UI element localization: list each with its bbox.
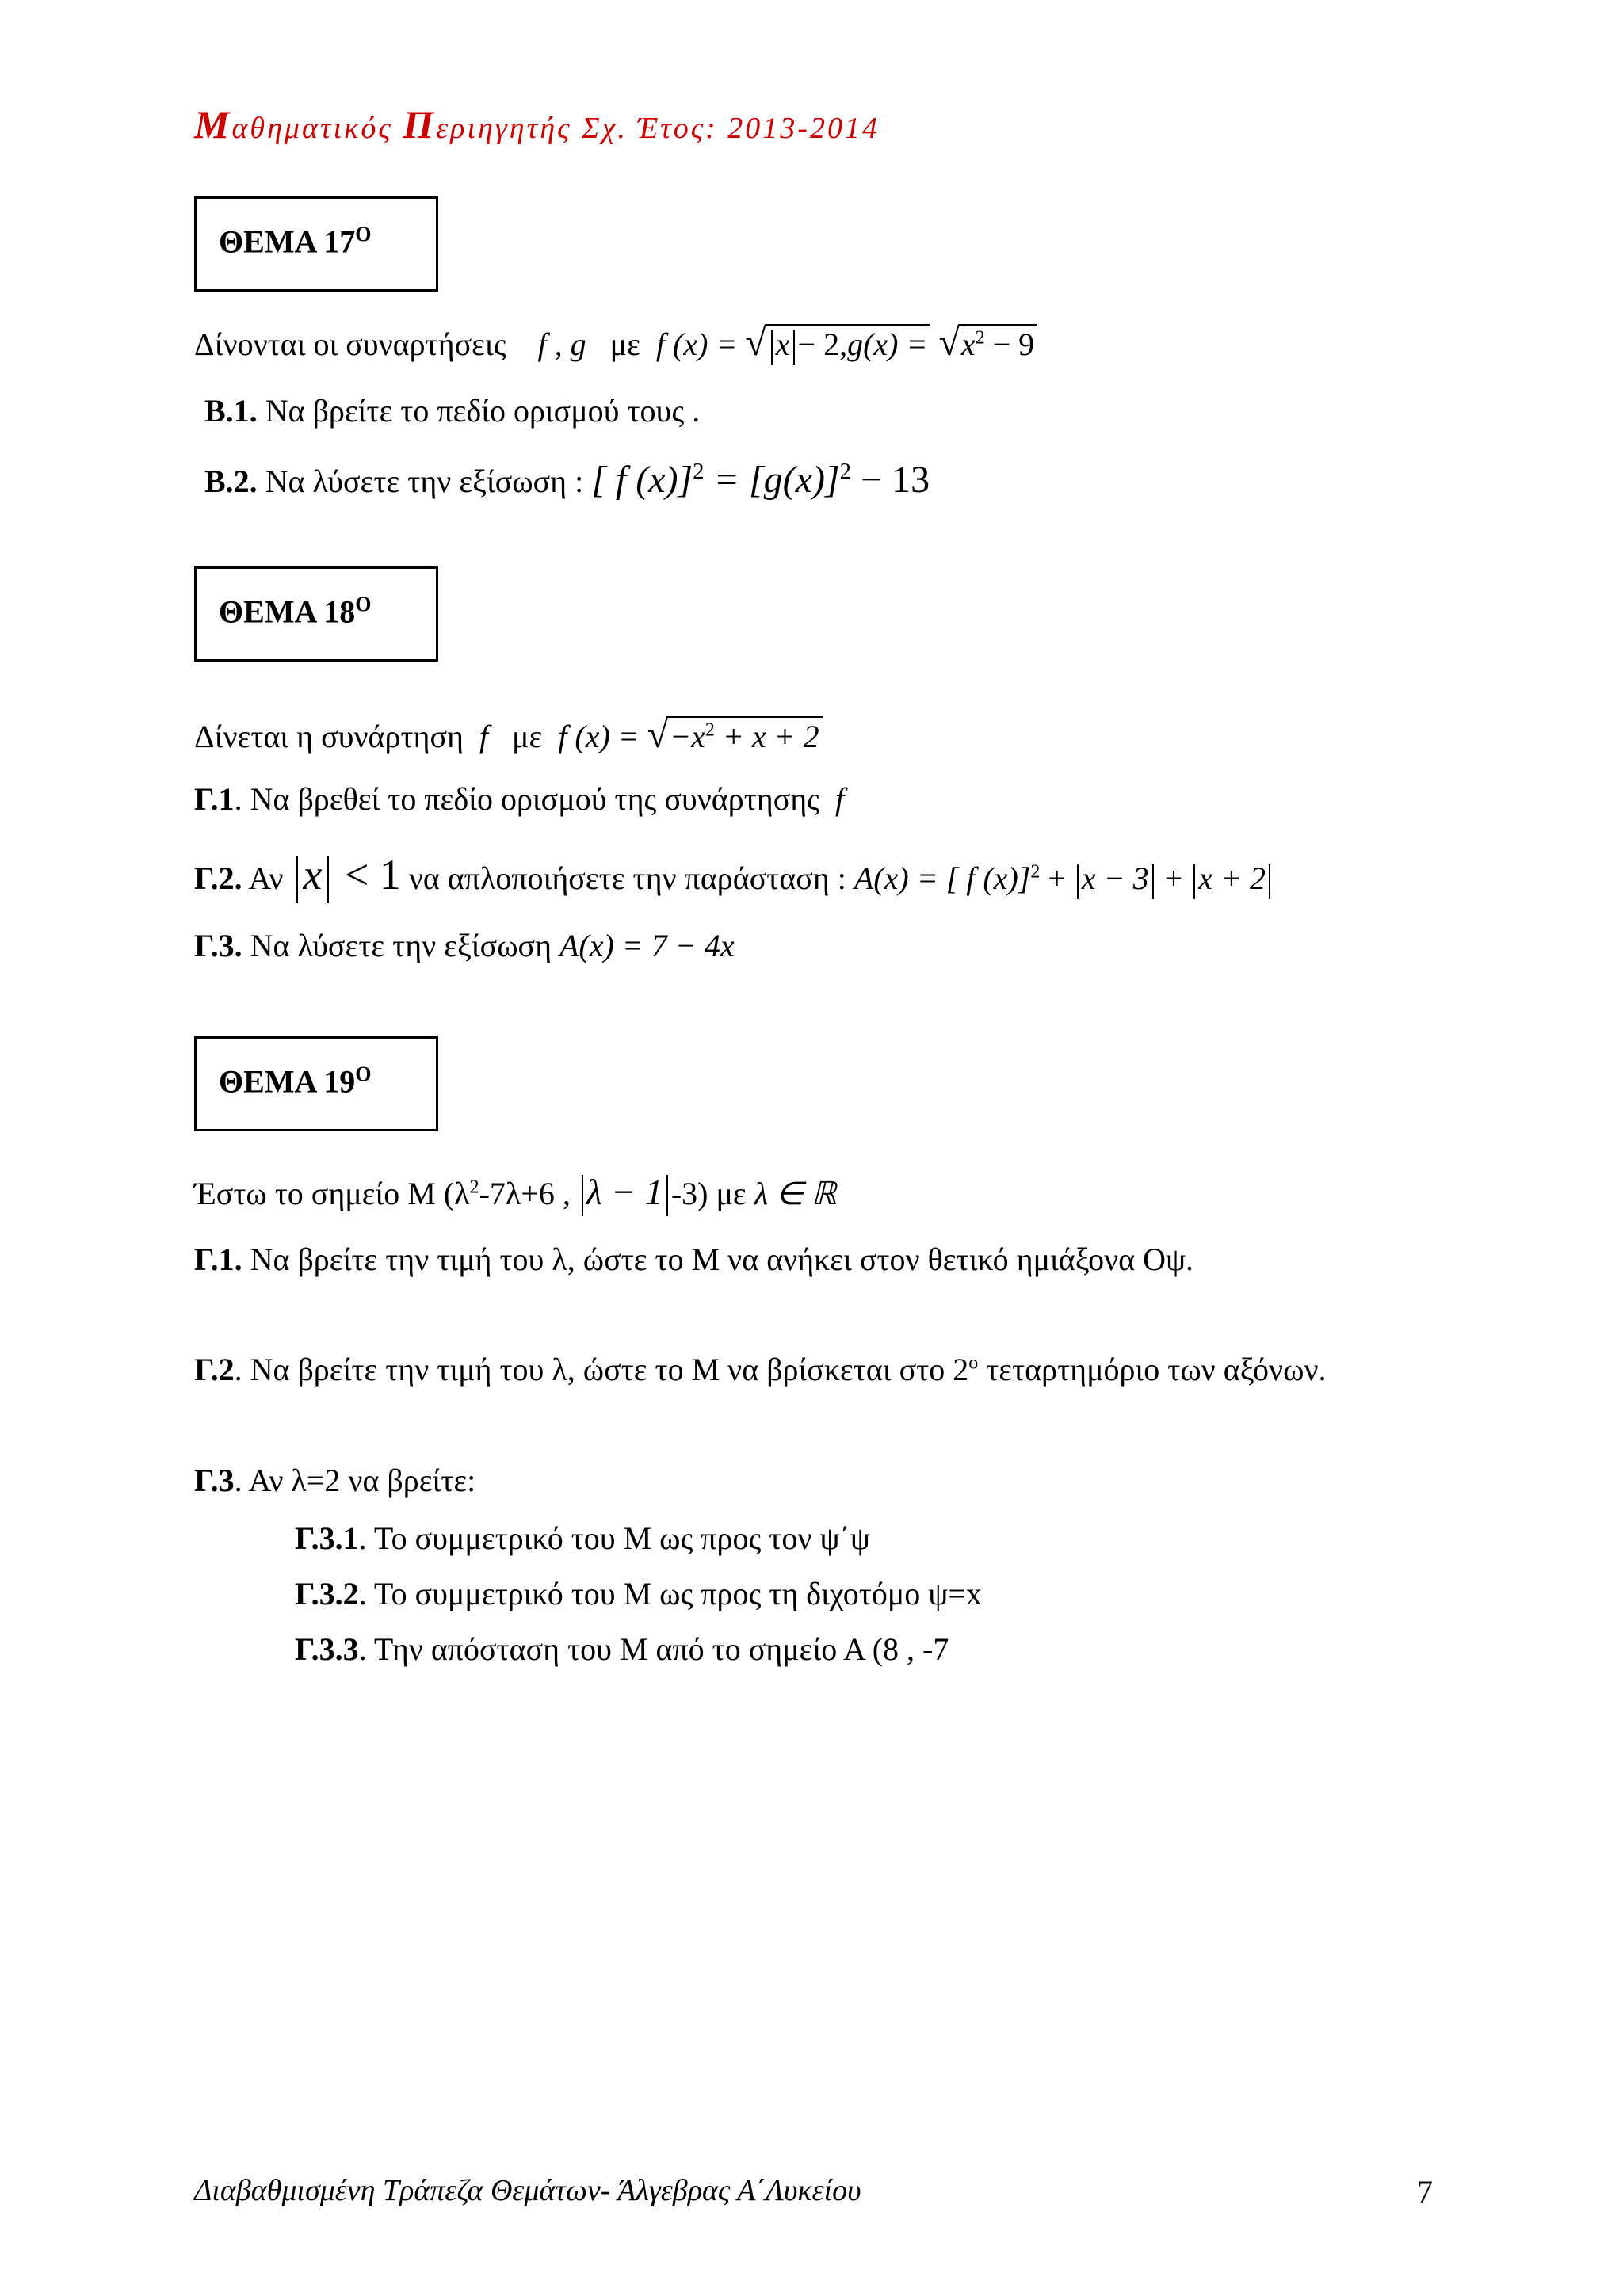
topic-19-box xyxy=(194,1036,438,1131)
topic-19-title: ΘΕΜΑ $19^O$ xyxy=(219,1062,372,1100)
topic-19-g2: Γ.2. Να βρείτε την τιμή του λ, ώστε το Μ να βρίσκεται στο $2^o$ τεταρτημόριο των αξόνων. xyxy=(194,1352,1327,1387)
topic-19-intro: Έστω το σημείο Μ ($\lambda^2-7\lambda+6$ , λ − 1 -3) με λ ∈ ℝ xyxy=(194,1171,837,1216)
topic-17-title: ΘΕΜΑ $17^O$ xyxy=(219,223,372,260)
topic-18-g1: Γ.1. Να βρεθεί το πεδίο ορισμού της συνάρτησης f xyxy=(194,781,845,817)
topic-18-g3: Γ.3. Να λύσετε την εξίσωση A(x) = 7 − 4x xyxy=(194,928,735,963)
topic-19-g1: Γ.1. Να βρείτε την τιμή του λ, ώστε το Μ να ανήκει στον θετικό ημιάξονα Οψ. xyxy=(194,1241,1194,1277)
topic-19-g31: Γ.3.1. Το συμμετρικό του Μ ως προς τον ψ΄ψ xyxy=(295,1520,870,1556)
topic-19-g32: Γ.3.2. Το συμμετρικό του Μ ως προς τη διχοτόμο ψ=x xyxy=(295,1576,982,1611)
topic-17-box xyxy=(194,196,438,292)
topic-18-title: ΘΕΜΑ $18^O$ xyxy=(219,593,372,630)
page-number: 7 xyxy=(1417,2174,1433,2210)
topic-17-b2: B.2. Να λύσετε την εξίσωση : [ f $(x)]^2 = [g(x)]^2 - 13$ xyxy=(204,459,930,501)
topic-19-g33: Γ.3.3. Την απόσταση του Μ από το σημείο Α (8 , -7 xyxy=(295,1631,949,1667)
topic-18-box xyxy=(194,566,438,662)
topic-17-b1: B.1. Να βρείτε το πεδίο ορισμού τους . xyxy=(204,393,701,429)
page-header: Μαθηματικός Περιηγητής Σχ. Έτος: 2013-2014 xyxy=(194,102,880,147)
topic-17-intro: Δίνονται οι συναρτήσεις f , g με f (x) = √ $x - 2,g(x) = √x^2 - 9$ xyxy=(194,321,1037,365)
topic-18-intro: Δίνεται η συνάρτηση f με f $(x) = √-x^2 + x + 2$ xyxy=(194,713,823,757)
page-footer: Διαβαθμισμένη Τράπεζα Θεμάτων- Άλγεβρας Α΄Λυκείου xyxy=(194,2174,861,2207)
topic-18-g2: Γ.2. Αν x < 1 να απλοποιήσετε την παράσταση : A(x) = [ f (x)]$^2$ + x − 3 + x + 2 xyxy=(194,850,1274,903)
topic-19-g3: Γ.3. Αν λ=2 να βρείτε: xyxy=(194,1463,476,1498)
